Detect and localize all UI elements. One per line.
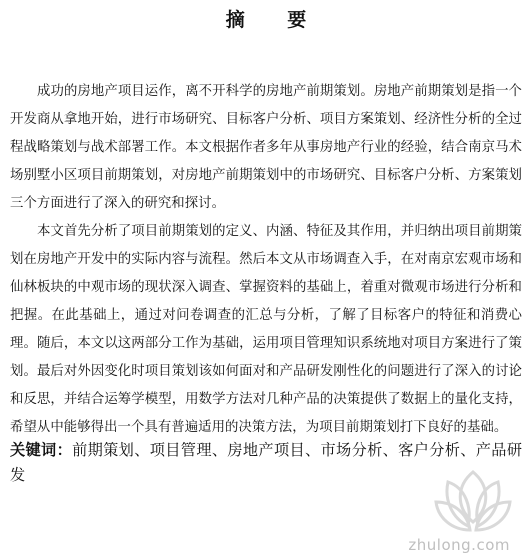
keywords-label: 关键词：	[10, 441, 73, 459]
watermark-text: zhulong.com	[408, 536, 510, 554]
abstract-body	[10, 78, 522, 442]
abstract-paragraph-1: 成功的房地产项目运作，离不开科学的房地产前期策划。房地产前期策划是指一个开发商从拿地开始，进行市场研究、目标客户分析、项目方案策划、经济性分析的全过程战略策划与战术部署工作。本文根据作者多年从事房地产行业的经验，结合南京马术场别墅小区项目前期策划，对房地产前期策划中的市场研究、目标客户分析、方案策划三个方面进行了深入的研究和探讨。	[10, 84, 522, 211]
page-title: 摘 要	[225, 9, 325, 31]
keywords-text: 前期策划、项目管理、房地产项目、市场分析、客户分析、产品研发	[10, 441, 523, 484]
abstract-paragraph-2: 本文首先分析了项目前期策划的定义、内涵、特征及其作用，并归纳出项目前期策划在房地产开发中的实际内容与流程。然后本文从市场调查入手，在对南京宏观市场和仙林板块的中观市场的现状深入调查、掌握资料的基础上，着重对微观市场进行分析和把握。在此基础上，通过对问卷调查的汇总与分析，了解了目标客户的特征和消费心理。随后，本文以这两部分工作为基础，运用项目管理知识系统地对项目方案进行了策划。最后对外因变化时项目策划该如何面对和产品研发刚性化的问题进行了深入的讨论和反思，并结合运筹学模型，用数学方法对几种产品的决策提供了数据上的量化支持，希望从中能够得出一个具有普遍适用的决策方法，为项目前期策划打下良好的基础。	[10, 224, 522, 435]
